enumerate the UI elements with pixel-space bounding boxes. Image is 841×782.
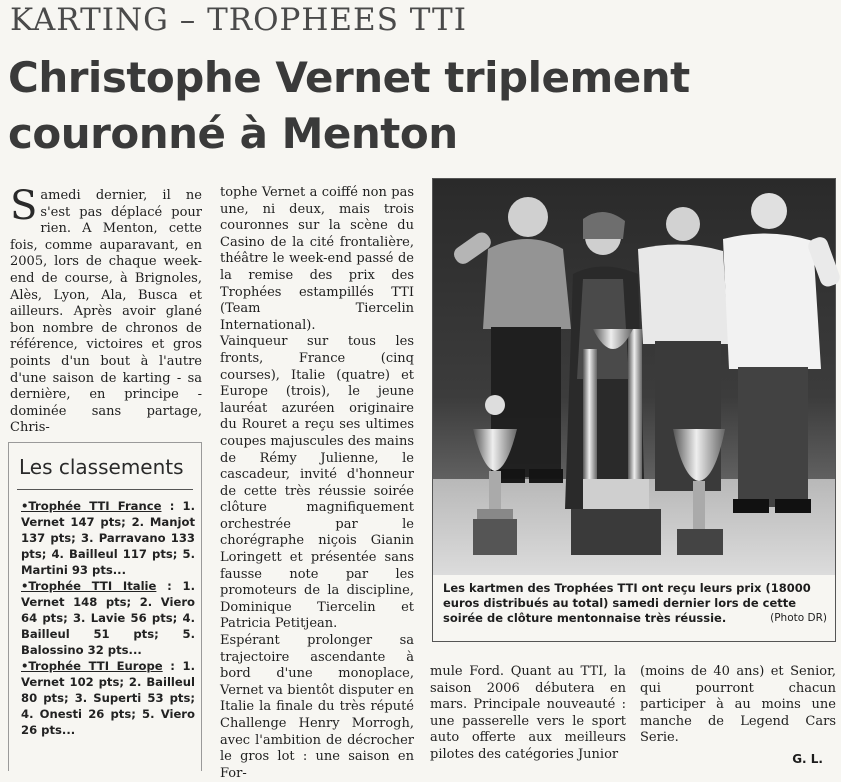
author-signature: G. L. xyxy=(792,752,823,766)
photo xyxy=(433,179,835,575)
ranking-france-name: •Trophée TTI France xyxy=(21,499,162,513)
article-column-2 xyxy=(220,185,414,781)
article-col4-text: (moins de 40 ans) et Senior, qui pourront chacun participer à au moins une manche de Legend Cars Serie. xyxy=(640,664,836,746)
ranking-italie-name: •Trophée TTI Italie xyxy=(21,579,157,593)
rankings-body xyxy=(21,498,195,738)
photo-caption xyxy=(443,581,827,626)
headline xyxy=(8,50,828,162)
rankings-title: Les classements xyxy=(19,455,184,479)
article-col3-text: mule Ford. Quant au TTI, la saison 2006 débutera en mars. Principale nouveauté : une passerelle vers le sport auto offerte aux meilleurs pilotes des catégories Junior xyxy=(430,664,626,762)
photo-illustration xyxy=(433,179,835,575)
ranking-france xyxy=(21,498,195,578)
article-col1-text: amedi dernier, il ne s'est pas déplacé pour rien. A Menton, cette fois, comme auparavant, en 2005, lors de chaque week-end de course, à Brignoles, Alès, Lyon, Ala, Busca et ailleurs. Après avoir glané bon nombre de chronos de référence, victoires et gros points d'un bout à l'autre d'une saison de karting - sa dernière, en principe - dominée sans partage, Chris- xyxy=(10,188,202,436)
ranking-italie xyxy=(21,578,195,658)
article-col2-p2: Vainqueur sur tous les fronts, France (cinq courses), Italie (quatre) et Europe (trois), le jeune lauréat azuréen originaire du Rouret a reçu ses ultimes coupes majuscules des mains de Rémy Julienne, le cascadeur, invité d'honneur de cette très réussie soirée clôture magnifiquement orchestrée par le chorégraphe niçois Gianin Loringett et présentée sans fausse note par les promoteurs de la discipline, Dominique Tiercelin et Patricia Petitjean. xyxy=(220,334,414,632)
headline-line-2: couronné à Menton xyxy=(8,109,458,158)
photo-caption-text: Les kartmen des Trophées TTI ont reçu leurs prix (18000 euros distribués au total) samedi dernier lors de cette soirée de clôture mentonnaise très réussie. xyxy=(443,581,811,625)
rankings-divider xyxy=(17,489,193,490)
article-col2-p1: tophe Vernet a coiffé non pas une, ni deux, mais trois couronnes sur la scène du Casino de la cité frontalière, théâtre le week-end passé de la remise des prix des Trophées estampillés TTI (Team Tiercelin International). xyxy=(220,185,414,333)
ranking-europe-name: •Trophée TTI Europe xyxy=(21,659,163,673)
ranking-europe-text: : 1. Vernet 102 pts; 2. Bailleul 80 pts; 3. Superti 53 pts; 4. Onesti 26 pts; 5. Viero 26 pts... xyxy=(21,659,195,737)
photo-frame xyxy=(432,178,836,642)
kicker: KARTING – TROPHEES TTI xyxy=(10,2,467,38)
article-col2-p3: Espérant prolonger sa trajectoire ascendante à bord d'une monoplace, Vernet va bientôt disputer en Italie la finale du très réputé Challenge Henry Morrogh, avec l'ambition de décrocher le gros lot : une saison en For- xyxy=(220,633,414,781)
ranking-france-text: : 1. Vernet 147 pts; 2. Manjot 137 pts; 3. Parravano 133 pts; 4. Bailleul 117 pts; 5. Martini 93 pts... xyxy=(21,499,195,577)
ranking-europe xyxy=(21,658,195,738)
article-column-1 xyxy=(10,183,202,436)
ranking-italie-text: : 1. Vernet 148 pts; 2. Viero 64 pts; 3. Lavie 56 pts; 4. Bailleul 51 pts; 5. Balossino 32 pts... xyxy=(21,579,195,657)
headline-line-1: Christophe Vernet triplement xyxy=(8,53,690,102)
drop-cap: S xyxy=(10,183,38,229)
photo-credit: (Photo DR) xyxy=(770,612,827,624)
rankings-box xyxy=(8,442,202,771)
article-column-3 xyxy=(430,664,626,772)
